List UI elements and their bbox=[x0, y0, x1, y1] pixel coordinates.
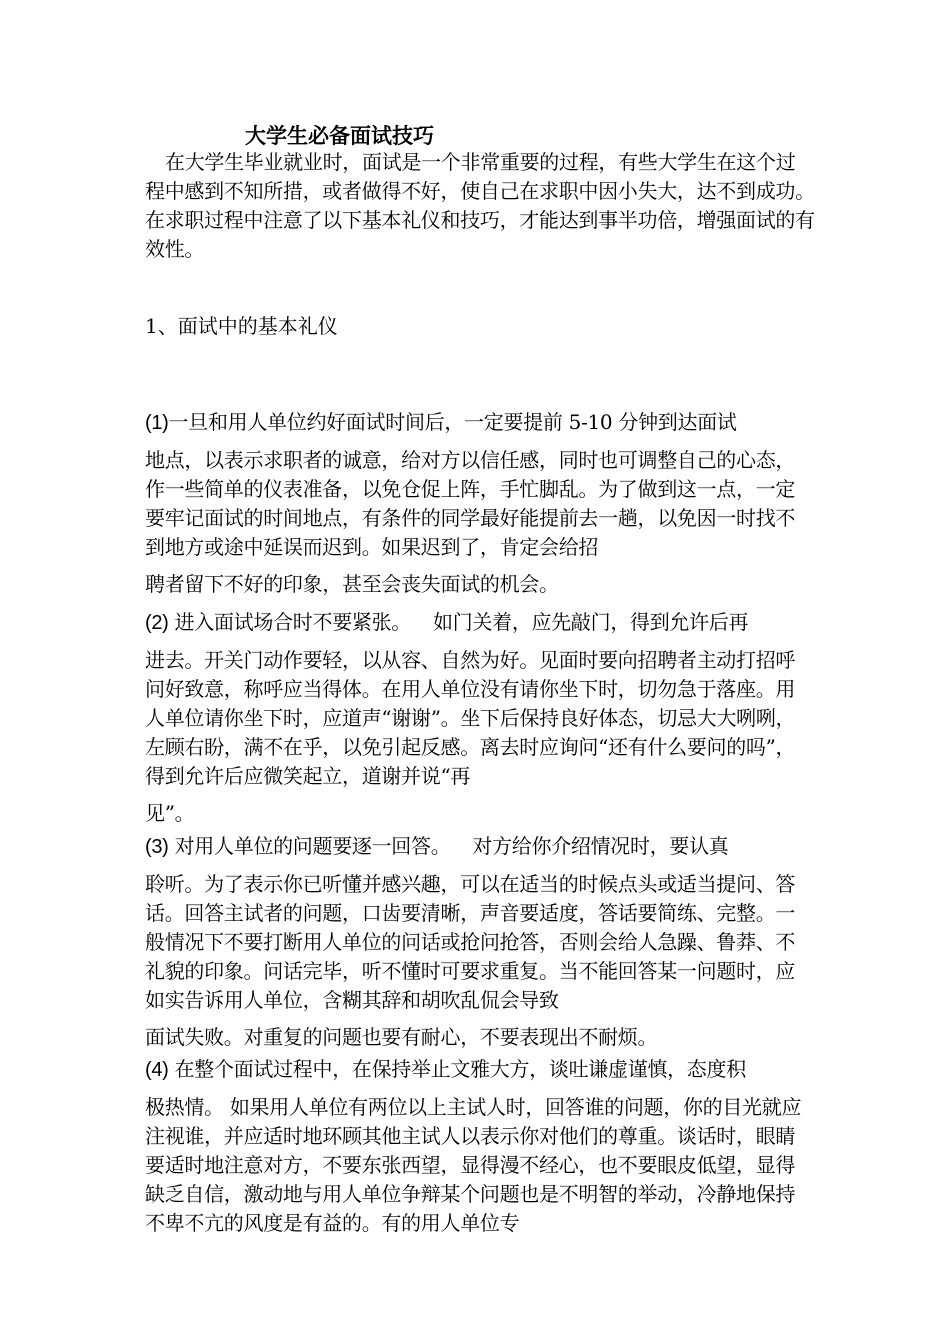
section-heading: 1、面试中的基本礼仪 bbox=[145, 314, 338, 338]
paragraph-3-lead-continued: 对方给你介绍情况时，要认真 bbox=[472, 834, 729, 858]
paragraph-3-lead: 对用人单位的问题要逐一回答。 bbox=[168, 834, 451, 858]
paragraph-4-first-line bbox=[145, 1055, 810, 1085]
paragraph-4-lead: 在整个面试过程中，在保持举止文雅大方，谈吐谦虚谨慎，态度积 bbox=[168, 1057, 746, 1081]
paragraph-2-first-line bbox=[145, 608, 810, 638]
document-title: 大学生必备面试技巧 bbox=[245, 123, 434, 148]
paragraph-2-number: (2) bbox=[145, 612, 169, 634]
paragraph-1-lead: 一旦和用人单位约好面试时间后，一定要提前 5-10 分钟到达面试 bbox=[168, 410, 737, 434]
paragraph-3-tail: 面试失败。对重复的问题也要有耐心，不要表现出不耐烦。 bbox=[145, 1025, 658, 1049]
paragraph-1 bbox=[145, 408, 810, 599]
paragraph-1-body: 地点，以表示求职者的诚意，给对方以信任感，同时也可调整自己的心态，作一些简单的仪表准备，以免仓促上阵，手忙脚乱。为了做到这一点，一定要牢记面试的时间地点，有条件的同学最好能提前去一趟，以免因一时找不到地方或途中延误而迟到。如果迟到了，肯定会给招 bbox=[145, 448, 796, 559]
paragraph-2-lead: 进入面试场合时不要紧张。 bbox=[168, 610, 412, 634]
paragraph-4-body: 极热情。 如果用人单位有两位以上主试人时，回答谁的问题，你的目光就应注视谁，并应适时地环顾其他主试人以表示你对他们的尊重。谈话时，眼睛要适时地注意对方，不要东张西望，显得漫不经心，也不要眼皮低望，显得缺乏自信，激动地与用人单位争辩某个问题也是不明智的举动，冷静地保持不卑不亢的风度是有益的。有的用人单位专 bbox=[145, 1095, 802, 1235]
intro-paragraph: 在大学生毕业就业时，面试是一个非常重要的过程，有些大学生在这个过程中感到不知所措，或者做得不好，使自己在求职中因小失大，达不到成功。在求职过程中注意了以下基本礼仪和技巧，才能达到事半功倍，增强面试的有效性。 bbox=[145, 150, 815, 261]
paragraph-3 bbox=[145, 832, 810, 1052]
paragraph-4-number: (4) bbox=[145, 1059, 169, 1081]
paragraph-3-number: (3) bbox=[145, 836, 169, 858]
paragraph-1-number: (1) bbox=[145, 412, 169, 434]
paragraph-2-tail: 见”。 bbox=[145, 801, 195, 825]
paragraph-1-tail: 聘者留下不好的印象，甚至会丧失面试的机会。 bbox=[145, 572, 559, 596]
paragraph-3-first-line bbox=[145, 832, 810, 862]
paragraph-4 bbox=[145, 1055, 810, 1238]
paragraph-2-body: 进去。开关门动作要轻，以从容、自然为好。见面时要向招聘者主动打招呼问好致意，称呼应当得体。在用人单位没有请你坐下时，切勿急于落座。用人单位请你坐下时，应道声“谢谢”。坐下后保持良好体态，切忌大大咧咧，左顾右盼，满不在乎，以免引起反感。离去时应询问“还有什么要问的吗”，得到允许后应微笑起立，道谢并说“再 bbox=[145, 648, 796, 788]
paragraph-2-lead-continued: 如门关着，应先敲门，得到允许后再 bbox=[433, 610, 749, 634]
paragraph-3-body: 聆听。为了表示你已听懂并感兴趣，可以在适当的时候点头或适当提问、答话。回答主试者的问题，口齿要清晰，声音要适度，答话要简练、完整。一般情况下不要打断用人单位的问话或抢问抢答，否则会给人急躁、鲁莽、不礼貌的印象。问话完毕，听不懂时可要求重复。当不能回答某一问题时，应如实告诉用人单位，含糊其辞和胡吹乱侃会导致 bbox=[145, 872, 796, 1012]
paragraph-1-first-line bbox=[145, 408, 810, 438]
paragraph-2 bbox=[145, 608, 810, 828]
